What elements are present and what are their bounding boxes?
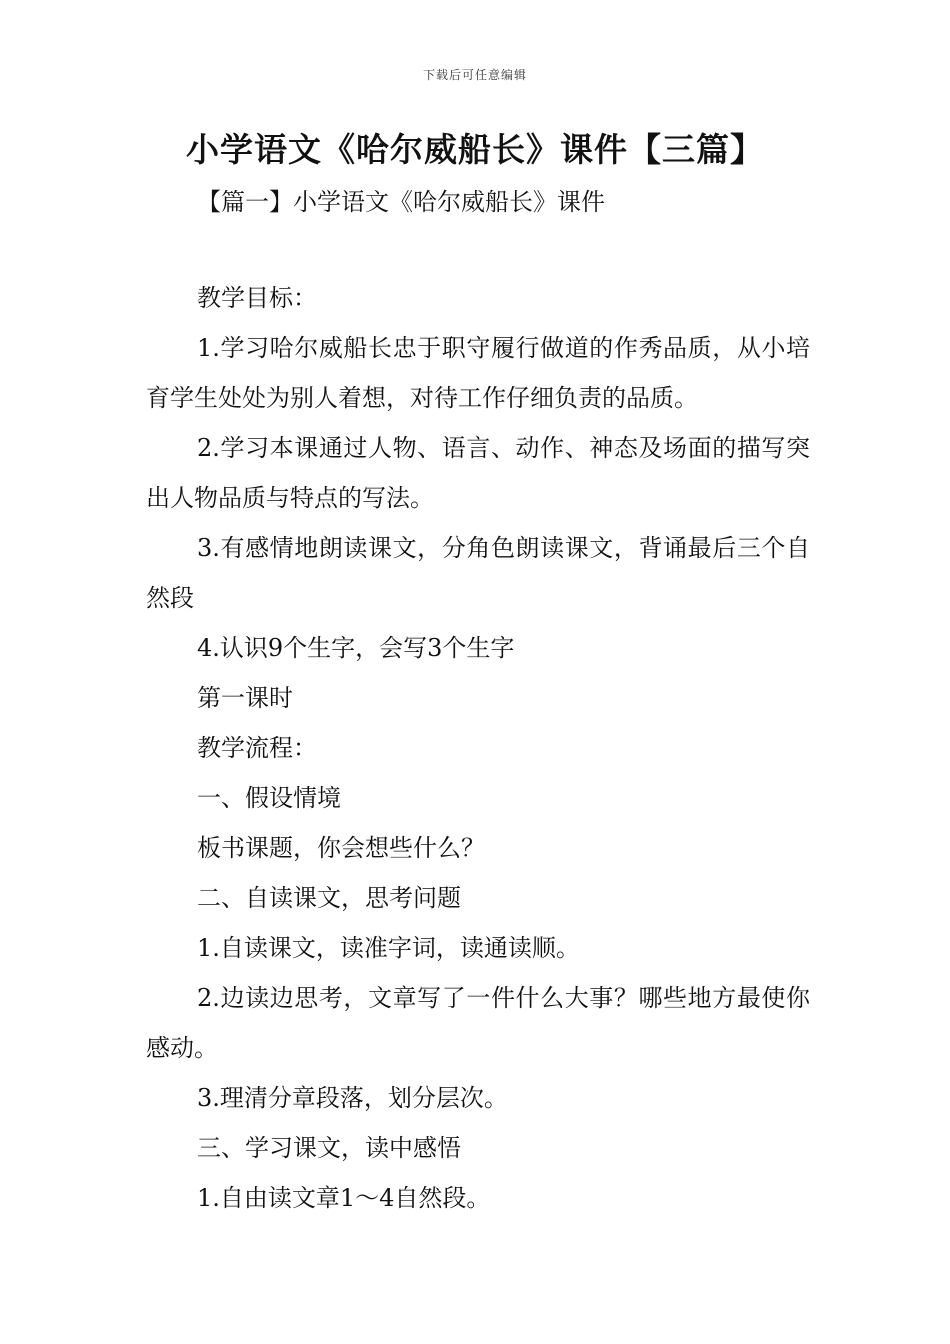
paragraph-objective-1: 1.学习哈尔威船长忠于职守履行做道的作秀品质，从小培育学生处处为别人着想，对待工作仔细负责的品质。 [146, 334, 810, 412]
paragraph-step-2-item-1: 1.自读课文，读准字词，读通读顺。 [197, 934, 580, 962]
section-subtitle: 【篇一】小学语文《哈尔威船长》课件 [197, 188, 605, 216]
paragraph-step-1-text: 板书课题，你会想些什么？ [197, 834, 485, 862]
paragraph-step-2-item-2: 2.边读边思考，文章写了一件什么大事？哪些地方最使你感动。 [146, 984, 810, 1062]
paragraph-step-1-heading: 一、假设情境 [197, 784, 341, 812]
document-title: 小学语文《哈尔威船长》课件【三篇】 [186, 130, 764, 169]
paragraph-objectives-heading: 教学目标： [197, 284, 317, 312]
paragraph-step-3-item-1: 1.自由读文章1～4自然段。 [197, 1184, 491, 1212]
header-note: 下载后可任意编辑 [422, 68, 527, 82]
paragraph-step-2-heading: 二、自读课文，思考问题 [197, 884, 461, 912]
paragraph-objective-4: 4.认识9个生字，会写3个生字 [197, 634, 515, 662]
paragraph-first-lesson: 第一课时 [197, 684, 293, 712]
document-body [146, 273, 810, 1223]
paragraph-step-3-heading: 三、学习课文，读中感悟 [197, 1134, 461, 1162]
paragraph-objective-2: 2.学习本课通过人物、语言、动作、神态及场面的描写突出人物品质与特点的写法。 [146, 434, 810, 512]
paragraph-objective-3: 3.有感情地朗读课文，分角色朗读课文，背诵最后三个自然段 [146, 534, 810, 612]
paragraph-process-heading: 教学流程： [197, 734, 317, 762]
paragraph-step-2-item-3: 3.理清分章段落，划分层次。 [197, 1084, 508, 1112]
